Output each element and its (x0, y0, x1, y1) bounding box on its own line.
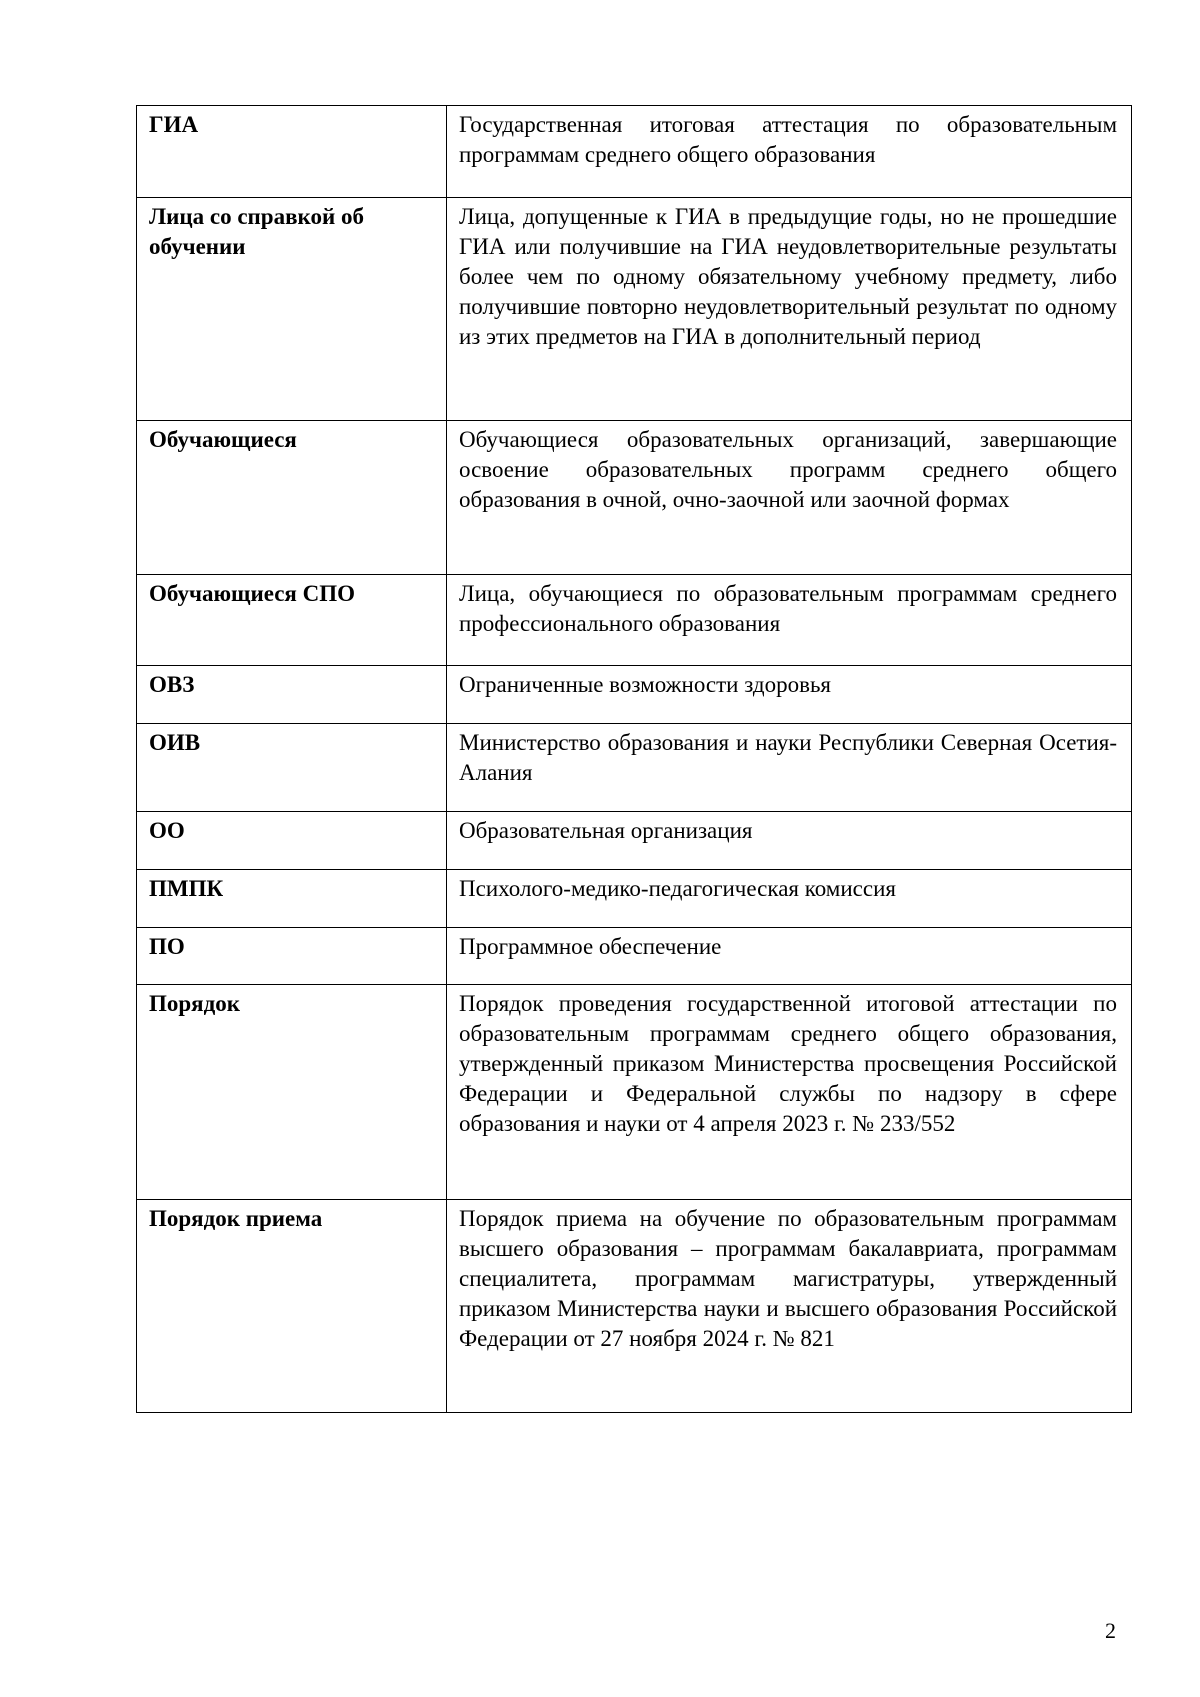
definition-cell: Лица, обучающиеся по образовательным программам среднего профессионального образования (447, 575, 1132, 666)
page-number: 2 (1105, 1618, 1116, 1643)
term-cell: Обучающиеся СПО (137, 575, 447, 666)
abbreviations-table (136, 105, 1132, 1413)
table-row (137, 870, 1132, 928)
table-row (137, 666, 1132, 724)
term-cell: ПМПК (137, 870, 447, 928)
table-row (137, 724, 1132, 812)
term-cell: Обучающиеся (137, 421, 447, 575)
definition-cell: Порядок приема на обучение по образовательным программам высшего образования – программам бакалавриата, программам специалитета, программам магистратуры, утвержденный приказом Министерства науки и высшего образования Российской Федерации от 27 ноября 2024 г. № 821 (447, 1200, 1132, 1413)
term-cell: ОО (137, 812, 447, 870)
table-row (137, 985, 1132, 1200)
term-cell: Лица со справкой об обучении (137, 198, 447, 421)
definition-cell: Министерство образования и науки Республики Северная Осетия-Алания (447, 724, 1132, 812)
term-cell: ОИВ (137, 724, 447, 812)
definition-cell: Обучающиеся образовательных организаций, завершающие освоение образовательных программ среднего общего образования в очной, очно-заочной или заочной формах (447, 421, 1132, 575)
table-row (137, 1200, 1132, 1413)
term-cell: ГИА (137, 106, 447, 198)
table-row (137, 106, 1132, 198)
definition-cell: Порядок проведения государственной итоговой аттестации по образовательным программам среднего общего образования, утвержденный приказом Министерства просвещения Российской Федерации и Федеральной службы по надзору в сфере образования и науки от 4 апреля 2023 г. № 233/552 (447, 985, 1132, 1200)
definition-cell: Программное обеспечение (447, 928, 1132, 985)
definition-cell: Ограниченные возможности здоровья (447, 666, 1132, 724)
table-row (137, 575, 1132, 666)
table-row (137, 198, 1132, 421)
table-row (137, 421, 1132, 575)
definition-cell: Образовательная организация (447, 812, 1132, 870)
definition-cell: Психолого-медико-педагогическая комиссия (447, 870, 1132, 928)
term-cell: ОВЗ (137, 666, 447, 724)
definition-cell: Государственная итоговая аттестация по образовательным программам среднего общего образования (447, 106, 1132, 198)
term-cell: ПО (137, 928, 447, 985)
definition-cell: Лица, допущенные к ГИА в предыдущие годы, но не прошедшие ГИА или получившие на ГИА неудовлетворительные результаты более чем по одному обязательному учебному предмету, либо получившие повторно неудовлетворительный результат по одному из этих предметов на ГИА в дополнительный период (447, 198, 1132, 421)
table-row (137, 928, 1132, 985)
table-row (137, 812, 1132, 870)
term-cell: Порядок (137, 985, 447, 1200)
term-cell: Порядок приема (137, 1200, 447, 1413)
